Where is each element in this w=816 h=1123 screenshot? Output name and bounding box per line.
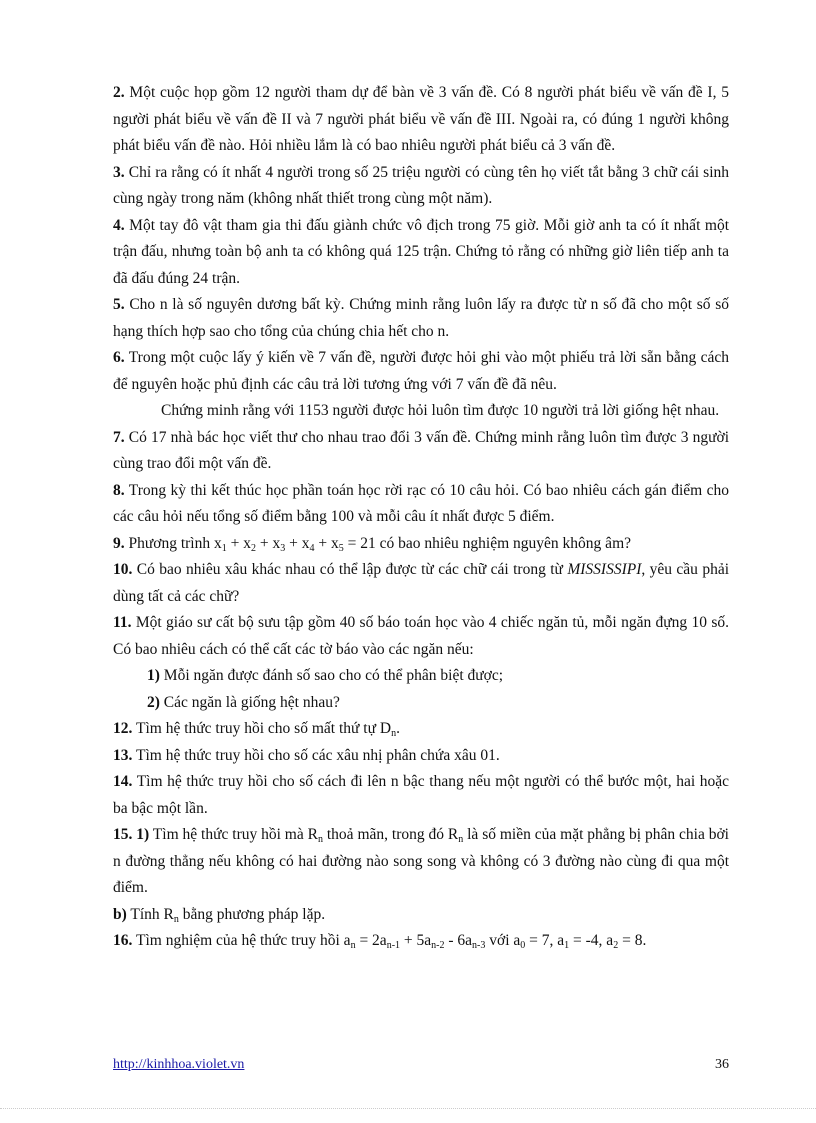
equation-text: = 2a: [355, 932, 387, 949]
problem-text: Tìm hệ thức truy hồi cho số cách đi lên n bậc thang nếu một người có thể bước một, hai hoặc ba bậc một lần.: [113, 773, 729, 817]
page-number: 36: [715, 1057, 729, 1072]
problem-number: 7.: [113, 428, 125, 446]
subscript: n: [458, 834, 464, 845]
problem-3: [113, 160, 729, 213]
problem-text: Tìm hệ thức truy hồi mà R: [152, 826, 318, 843]
problem-16: [113, 928, 729, 955]
problem-text: , yêu cầu phải dùng tất cả các chữ?: [113, 561, 730, 605]
problem-list: [113, 80, 729, 955]
subscript: 4: [309, 542, 315, 554]
problem-text: bằng phương pháp lặp.: [178, 905, 326, 923]
equation-text: = -4, a: [569, 932, 614, 949]
problem-number: 2.: [113, 84, 125, 101]
problem-number: 13.: [113, 746, 133, 764]
part-number: b): [113, 905, 127, 923]
problem-13: [113, 743, 729, 770]
page-bottom-divider: [0, 1108, 816, 1109]
problem-text: Trong một cuộc lấy ý kiến về 7 vấn đề, người được hỏi ghi vào một phiếu trả lời sẵn bằng cách để nguyên hoặc phủ định các câu trả lời tương ứng với 7 vấn đề đã nêu.: [113, 349, 729, 393]
problem-7: [113, 425, 729, 478]
problem-number: 16.: [113, 932, 133, 949]
subscript: 2: [251, 542, 256, 554]
problem-number: 8.: [113, 481, 125, 499]
problem-15: [113, 822, 729, 902]
equation-text: - 6a: [444, 932, 473, 949]
problem-number: 15.: [113, 826, 133, 843]
problem-11: [113, 610, 729, 663]
problem-9: [113, 531, 729, 558]
problem-text: Có 17 nhà bác học viết thư cho nhau trao đổi 3 vấn đề. Chứng minh rằng luôn tìm được 3 người cùng trao đổi một vấn đề.: [113, 428, 730, 472]
subscript: n: [350, 940, 356, 951]
problem-2: [113, 80, 729, 160]
problem-8: [113, 478, 729, 531]
problem-text: Chỉ ra rằng có ít nhất 4 người trong số 25 triệu người có cùng tên họ viết tắt bằng 3 chữ cái sinh cùng ngày trong năm (không nhất thiết trong cùng một năm).: [113, 163, 729, 207]
problem-text: là số miền của mặt phẳng bị phân chia bởi n đường thẳng nếu không có hai đường nào song song và không có 3 đường nào cùng đi qua một điểm.: [113, 826, 729, 896]
subscript: 0: [520, 940, 526, 951]
problem-number: 5.: [113, 296, 125, 313]
problem-12: [113, 716, 729, 743]
equation-text: + x: [226, 534, 251, 552]
equation-text: + x: [256, 534, 281, 552]
problem-text: Tìm hệ thức truy hồi cho số các xâu nhị phân chứa xâu 01.: [135, 746, 500, 764]
equation-text: + 5a: [400, 932, 432, 949]
problem-text: .: [396, 720, 400, 737]
problem-number: 14.: [113, 773, 133, 790]
subscript: 5: [338, 542, 344, 554]
part-number: 1): [147, 667, 160, 684]
problem-text: Tính R: [130, 905, 174, 923]
subscript: n-2: [431, 940, 445, 951]
part-text: Mỗi ngăn được đánh số sao cho có thể phân biệt được;: [163, 667, 504, 684]
equation-text: = 7, a: [525, 932, 565, 949]
problem-number: 4.: [113, 216, 125, 234]
problem-15-part-b: [113, 902, 729, 929]
problem-text: Một cuộc họp gồm 12 người tham dự để bàn về 3 vấn đề. Có 8 người phát biểu về vấn đề I, 5 người phát biểu về vấn đề II và 7 người phát biểu về vấn đề III. Ngoài ra, có đúng 1 người không phát biểu vấn đề nào. Hỏi nhiều lắm là có bao nhiêu người phát biểu cả 3 vấn đề.: [113, 84, 729, 154]
equation-text: = 21 có bao nhiêu nghiệm nguyên không âm?: [343, 534, 631, 552]
problem-text: Một tay đô vật tham gia thi đấu giành chức vô địch trong 75 giờ. Mỗi giờ anh ta có ít nhất một trận đấu, nhưng toàn bộ anh ta có không quá 125 trận. Chứng tỏ rằng có những giờ liên tiếp anh ta đã đấu đúng 24 trận.: [113, 216, 730, 287]
problem-number: 11.: [113, 614, 132, 631]
equation-text: + x: [314, 534, 339, 552]
problem-10: [113, 557, 729, 610]
problem-number: 10.: [113, 561, 133, 578]
problem-11-part-2: [113, 690, 729, 717]
problem-text: Cho n là số nguyên dương bất kỳ. Chứng minh rằng luôn lấy ra được từ n số đã cho một số số hạng thích hợp sao cho tổng của chúng chia hết cho n.: [113, 296, 729, 340]
subscript: n: [173, 913, 179, 925]
part-number: 2): [147, 693, 160, 711]
problem-text: Tìm hệ thức truy hồi cho số mất thứ tự D: [135, 720, 392, 737]
problem-4: [113, 213, 729, 293]
equation-text: với a: [485, 932, 521, 949]
problem-11-part-1: [113, 663, 729, 690]
problem-text: Trong kỳ thi kết thúc học phần toán học rời rạc có 10 câu hỏi. Có bao nhiêu cách gán điểm cho các câu hỏi nếu tổng số điểm bằng 100 và mỗi câu ít nhất được 5 điểm.: [113, 481, 729, 525]
problem-number: 12.: [113, 720, 133, 737]
problem-5: [113, 292, 729, 345]
subscript: n-1: [386, 940, 401, 951]
problem-text: Một giáo sư cất bộ sưu tập gồm 40 số báo toán học vào 4 chiếc ngăn tủ, mỗi ngăn đựng 10 số. Có bao nhiêu cách có thể cất các tờ báo vào các ngăn nếu:: [113, 614, 730, 658]
subscript: 1: [564, 940, 570, 951]
problem-text: thoả mãn, trong đó R: [322, 826, 459, 843]
problem-text: Có bao nhiêu xâu khác nhau có thể lập được từ các chữ cái trong từ: [136, 561, 568, 578]
word-mississipi: MISSISSIPI: [567, 561, 642, 578]
problem-6: [113, 345, 729, 398]
subscript: 3: [280, 542, 286, 554]
part-number: 1): [136, 826, 150, 843]
equation-text: = 8.: [618, 932, 647, 949]
problem-number: 6.: [113, 349, 125, 366]
part-text: Các ngăn là giống hệt nhau?: [163, 693, 340, 711]
subscript: 1: [221, 542, 227, 554]
subscript: n-3: [472, 940, 486, 951]
problem-number: 3.: [113, 163, 125, 181]
footer-link[interactable]: http://kinhhoa.violet.vn: [113, 1057, 245, 1072]
equation-text: Tìm nghiệm của hệ thức truy hồi a: [135, 932, 351, 949]
subscript: n: [391, 728, 397, 739]
problem-6-continuation: Chứng minh rằng với 1153 người được hỏi luôn tìm được 10 người trả lời giống hệt nhau.: [161, 402, 720, 419]
page-footer: [113, 1057, 729, 1077]
problem-number: 9.: [113, 534, 125, 552]
equation-text: Phương trình x: [128, 534, 222, 552]
subscript: 2: [613, 940, 619, 951]
subscript: n: [317, 834, 323, 845]
problem-14: [113, 769, 729, 822]
equation-text: + x: [285, 534, 310, 552]
